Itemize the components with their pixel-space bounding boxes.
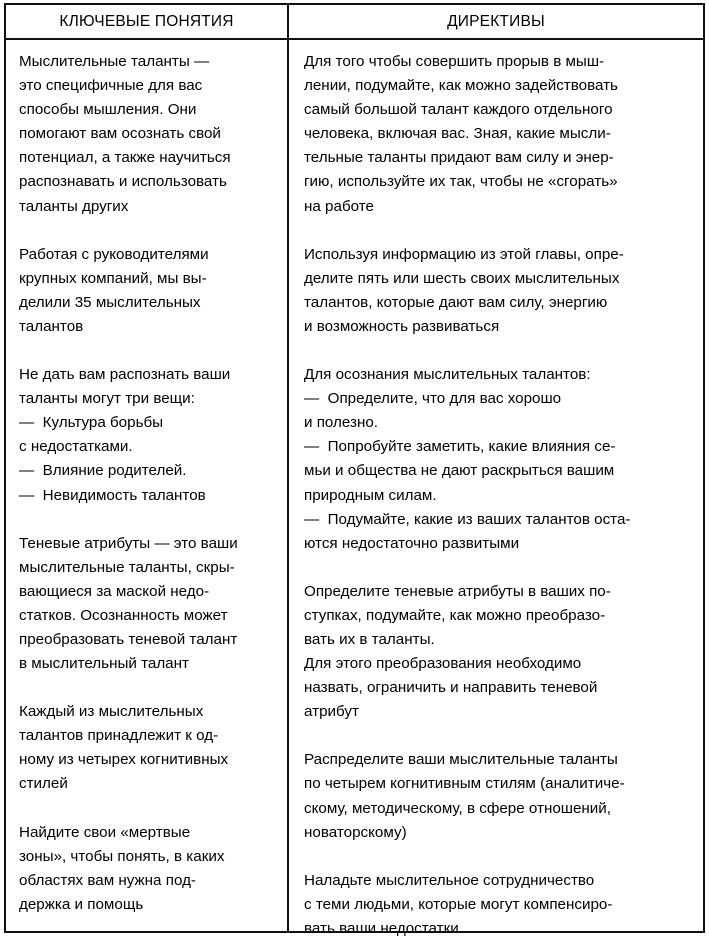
cell-text-line: талантов, которые дают вам силу, энергию — [304, 293, 608, 311]
cell-text-line: в мыслительный талант — [19, 655, 189, 673]
cell-text-line: — Определите, что для вас хорошо — [304, 390, 562, 408]
cell-text-line: новаторскому) — [304, 823, 407, 841]
cell-text-line: это специфичные для вас — [19, 77, 203, 95]
cell-text-line: мыслительные таланты, скры- — [19, 558, 235, 576]
cell-text-line: способы мышления. Они — [19, 101, 197, 119]
table-cell-directive — [304, 869, 693, 941]
cell-text-line: распознавать и использовать — [19, 173, 227, 191]
concepts-directives-table — [4, 3, 705, 937]
cell-text-line: ются недостаточно развитыми — [304, 534, 520, 552]
cell-text-line: назвать, ограничить и направить теневой — [304, 679, 598, 697]
cell-text-line: держка и помощь — [19, 895, 144, 913]
table-cell-directive — [304, 363, 693, 556]
cell-text-line: ному из четырех когнитивных — [19, 751, 229, 769]
cell-text-line: зоны», чтобы понять, в каких — [19, 847, 225, 865]
cell-text-line: талантов — [19, 317, 84, 335]
cell-text-line: Для осознания мыслительных талантов: — [304, 366, 591, 384]
cell-text-line: таланты могут три вещи: — [19, 390, 195, 408]
cell-text-line: вать ваши недостатки — [304, 919, 459, 937]
column-directives — [289, 40, 703, 937]
cell-text-line: преобразовать теневой талант — [19, 630, 238, 648]
table-cell-directive — [304, 580, 693, 725]
table-cell-key-concept — [19, 532, 273, 677]
cell-text-line: таланты других — [19, 197, 129, 215]
column-key-concepts — [6, 40, 289, 931]
cell-text-line: делили 35 мыслительных — [19, 293, 201, 311]
cell-text-line: Распределите ваши мыслительные таланты — [304, 751, 618, 769]
cell-text-line: потенциал, а также научиться — [19, 149, 231, 167]
cell-text-line: лении, подумайте, как можно задействовать — [304, 77, 618, 95]
cell-text-line: делите пять или шесть своих мыслительных — [304, 269, 620, 287]
cell-text-line: и полезно. — [304, 414, 379, 432]
cell-text-line: стилей — [19, 775, 68, 793]
table-body — [6, 40, 703, 937]
cell-text-line: Не дать вам распознать ваши — [19, 366, 231, 384]
cell-text-line: Наладьте мыслительное сотрудничество — [304, 871, 595, 889]
column-header-directives: ДИРЕКТИВЫ — [447, 12, 545, 30]
cell-text-line: с теми людьми, которые могут компенсиро- — [304, 895, 613, 913]
cell-text-line: самый большой талант каждого отдельного — [304, 101, 613, 119]
cell-text-line: по четырем когнитивным стилям (аналитиче- — [304, 775, 625, 793]
cell-text-line: помогают вам осознать свой — [19, 125, 221, 143]
cell-text-line: тельные таланты придают вам силу и энер- — [304, 149, 614, 167]
cell-text-line: с недостатками. — [19, 438, 133, 456]
cell-text-line: крупных компаний, мы вы- — [19, 269, 207, 287]
table-cell-key-concept — [19, 821, 273, 917]
cell-text-line: — Попробуйте заметить, какие влияния се- — [304, 438, 616, 456]
cell-text-line: статков. Осознанность может — [19, 606, 228, 624]
table-cell-directive — [304, 748, 693, 844]
cell-text-line: областях вам нужна под- — [19, 871, 196, 889]
cell-text-line: Работая с руководителями — [19, 245, 209, 263]
cell-text-line: вающиеся за маской недо- — [19, 582, 210, 600]
cell-text-line: — Невидимость талантов — [19, 486, 206, 504]
cell-text-line: Используя информацию из этой главы, опре- — [304, 245, 624, 263]
cell-text-line: Мыслительные таланты — — [19, 53, 210, 70]
cell-text-line: Для того чтобы совершить прорыв в мыш- — [304, 53, 605, 70]
cell-text-line: Для этого преобразования необходимо — [304, 655, 582, 673]
cell-text-line: атрибут — [304, 703, 359, 721]
table-cell-key-concept — [19, 243, 273, 339]
column-header-key-concepts: КЛЮЧЕВЫЕ ПОНЯТИЯ — [6, 5, 289, 38]
cell-text-line: Определите теневые атрибуты в ваших по- — [304, 582, 611, 600]
cell-text-line: человека, включая вас. Зная, какие мысли- — [304, 125, 611, 143]
cell-text-line: ступках, подумайте, как можно преобразо- — [304, 606, 606, 624]
cell-text-line: на работе — [304, 197, 374, 215]
table-cell-key-concept — [19, 700, 273, 796]
cell-text-line: гию, используйте их так, чтобы не «сгорать» — [304, 173, 618, 191]
cell-text-line: — Влияние родителей. — [19, 462, 187, 480]
cell-text-line: Теневые атрибуты — это ваши — [19, 534, 238, 552]
cell-text-line: мьи и общества не дают раскрыться вашим — [304, 462, 615, 480]
table-header-row — [6, 5, 703, 40]
cell-text-line: — Подумайте, какие из ваших талантов оста- — [304, 510, 631, 528]
table-cell-key-concept — [19, 50, 273, 219]
table-cell-key-concept — [19, 363, 273, 508]
cell-text-line: скому, методическому, в сфере отношений, — [304, 799, 611, 817]
cell-text-line: вать их в таланты. — [304, 630, 435, 648]
cell-text-line: и возможность развиваться — [304, 317, 500, 335]
cell-text-line: Каждый из мыслительных — [19, 703, 204, 721]
cell-text-line: Найдите свои «мертвые — [19, 823, 191, 841]
table-cell-directive — [304, 243, 693, 339]
cell-text-line: природным силам. — [304, 486, 437, 504]
cell-text-line: талантов принадлежит к од- — [19, 727, 219, 745]
cell-text-line: — Культура борьбы — [19, 414, 164, 432]
table-cell-directive — [304, 50, 693, 219]
